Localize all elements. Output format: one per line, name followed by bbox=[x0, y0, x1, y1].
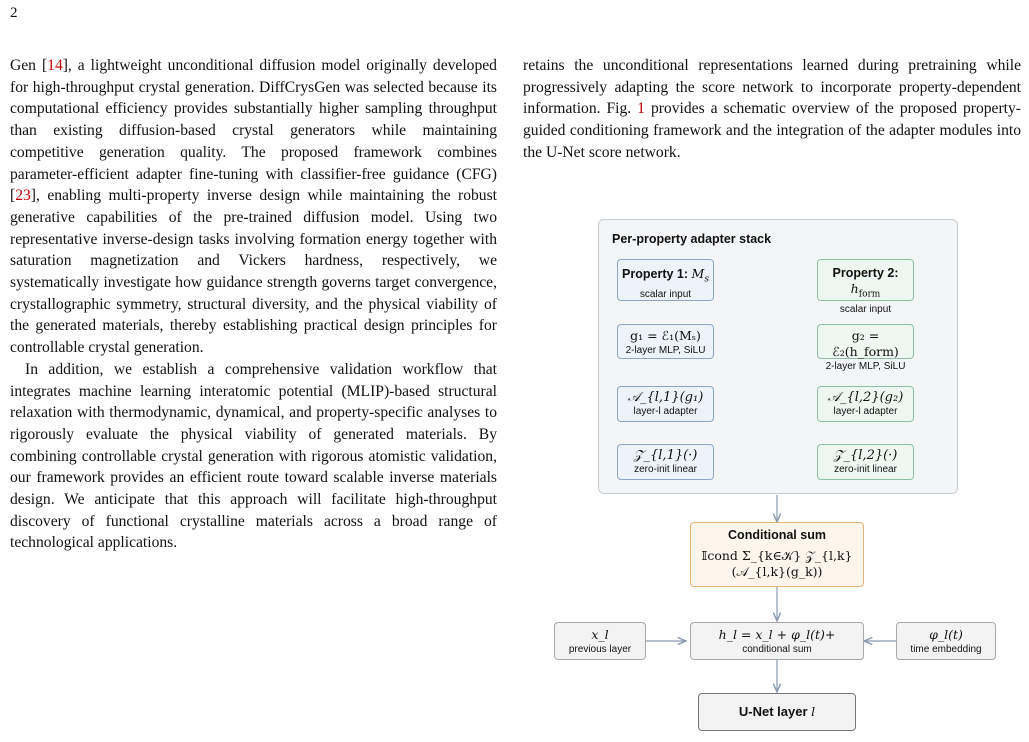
property-1-box bbox=[617, 259, 714, 301]
figure-1-diagram bbox=[548, 232, 998, 742]
time-embedding-box bbox=[896, 622, 996, 660]
adapter-1-desc: layer-l adapter bbox=[633, 406, 698, 417]
previous-layer-formula: x_l bbox=[591, 627, 609, 642]
paragraph-validation: In addition, we establish a comprehensive validation workflow that integrates machine learning interatomic potential (MLIP)-based structural relaxation with thermodynamic, dynamical, and property-specific analyses to rigorously evaluate the physical viability of generated materials. By combining controllable crystal generation with rigorous atomistic validation, our framework provides an efficient route toward scalable inverse materials design. We anticipate that this approach will facilitate high-throughput discovery of functional crystalline materials across a broad range of technological applications. bbox=[10, 360, 497, 552]
citation-link[interactable]: 23 bbox=[15, 187, 31, 205]
property-2-subscript: form bbox=[858, 289, 881, 300]
property-1-label: Property 1: bbox=[622, 267, 689, 281]
paragraph-overview bbox=[523, 55, 1021, 164]
zero-init-1-formula: 𝒵_{l,1}(·) bbox=[633, 448, 698, 463]
previous-layer-box bbox=[554, 622, 646, 660]
conditional-sum-formula: 𝕀cond Σ_{k∈𝒦} 𝒵_{l,k}(𝒜_{l,k}(g_k)) bbox=[701, 548, 853, 579]
right-column bbox=[523, 55, 1021, 164]
combine-box bbox=[690, 622, 864, 660]
property-2-label: Property 2: bbox=[832, 266, 899, 280]
text-run: provides a schematic overview of the proposed property-guided conditioning framework and the integration of the adapter modules into the U-Net score network. bbox=[523, 100, 1021, 161]
unet-layer-label: U-Net layer bbox=[738, 704, 808, 719]
property-2-symbol: h bbox=[850, 281, 859, 296]
previous-layer-desc: previous layer bbox=[568, 644, 632, 655]
property-2-desc: scalar input bbox=[839, 303, 892, 315]
adapter-2-desc: layer-l adapter bbox=[833, 406, 898, 417]
text-run: ], a lightweight unconditional diffusion model originally developed for high-throughput crystal generation. DiffCrysGen was selected because its computational efficiency provides substantially higher sampling throughput than existing diffusion-based crystal generators while maintaining competitive generation quality. The proposed framework combines parameter-efficient adapter fine-tuning with classifier-free guidance (CFG) [ bbox=[10, 57, 497, 205]
property-1-desc: scalar input bbox=[639, 288, 692, 300]
zero-init-2-desc: zero-init linear bbox=[834, 464, 897, 475]
adapter-1-box bbox=[617, 386, 714, 422]
text-run: Gen [ bbox=[10, 57, 48, 74]
adapter-1-formula: 𝒜_{l,1}(g₁) bbox=[627, 390, 704, 405]
text-run: ], enabling multi-property inverse design while maintaining the robust generative capabilities of the pre-trained diffusion model. Using two representative inverse-design tasks involving formation energy together with saturation magnetization and Vickers hardness, respectively, we systematically investigate how guidance strength governs target convergence, crystallographic symmetry, structural diversity, and the physical viability of the generated materials, thereby establishing practical design principles for controllable crystal generation. bbox=[10, 187, 497, 357]
mlp-2-desc: 2-layer MLP, SiLU bbox=[825, 361, 906, 372]
mlp-1-box bbox=[617, 324, 714, 359]
zero-init-2-formula: 𝒵_{l,2}(·) bbox=[833, 448, 898, 463]
left-column bbox=[10, 55, 497, 554]
citation-link[interactable]: 14 bbox=[47, 57, 63, 74]
mlp-2-formula: g₂ = ℰ₂(h_form) bbox=[832, 328, 899, 359]
time-embedding-desc: time embedding bbox=[910, 644, 982, 655]
mlp-1-formula: g₁ = ℰ₁(Mₛ) bbox=[630, 328, 701, 343]
property-2-box bbox=[817, 259, 914, 315]
page-number: 2 bbox=[10, 5, 18, 21]
paragraph-intro bbox=[10, 55, 497, 359]
zero-init-1-box bbox=[617, 444, 714, 480]
text-run: retains the unconditional representations learned during pretraining while progressively adapting the score network to incorporate property-dependent information. Fig. bbox=[523, 57, 1021, 118]
adapter-2-box bbox=[817, 386, 914, 422]
unet-layer-box bbox=[698, 693, 856, 731]
zero-init-2-box bbox=[817, 444, 914, 480]
conditional-sum-box bbox=[690, 522, 864, 587]
mlp-1-desc: 2-layer MLP, SiLU bbox=[625, 345, 706, 356]
property-1-symbol: M bbox=[691, 266, 705, 281]
combine-formula: h_l = x_l + φ_l(t)+ bbox=[718, 627, 836, 642]
unet-layer-symbol: l bbox=[811, 704, 816, 719]
conditional-sum-title: Conditional sum bbox=[728, 528, 826, 542]
combine-desc: conditional sum bbox=[742, 644, 812, 655]
property-1-subscript: s bbox=[704, 274, 709, 285]
adapter-2-formula: 𝒜_{l,2}(g₂) bbox=[827, 390, 904, 405]
mlp-2-box bbox=[817, 324, 914, 372]
figure-link[interactable]: 1 bbox=[637, 100, 645, 118]
zero-init-1-desc: zero-init linear bbox=[634, 464, 697, 475]
panel-title: Per-property adapter stack bbox=[612, 232, 772, 246]
time-embedding-formula: φ_l(t) bbox=[929, 627, 963, 642]
